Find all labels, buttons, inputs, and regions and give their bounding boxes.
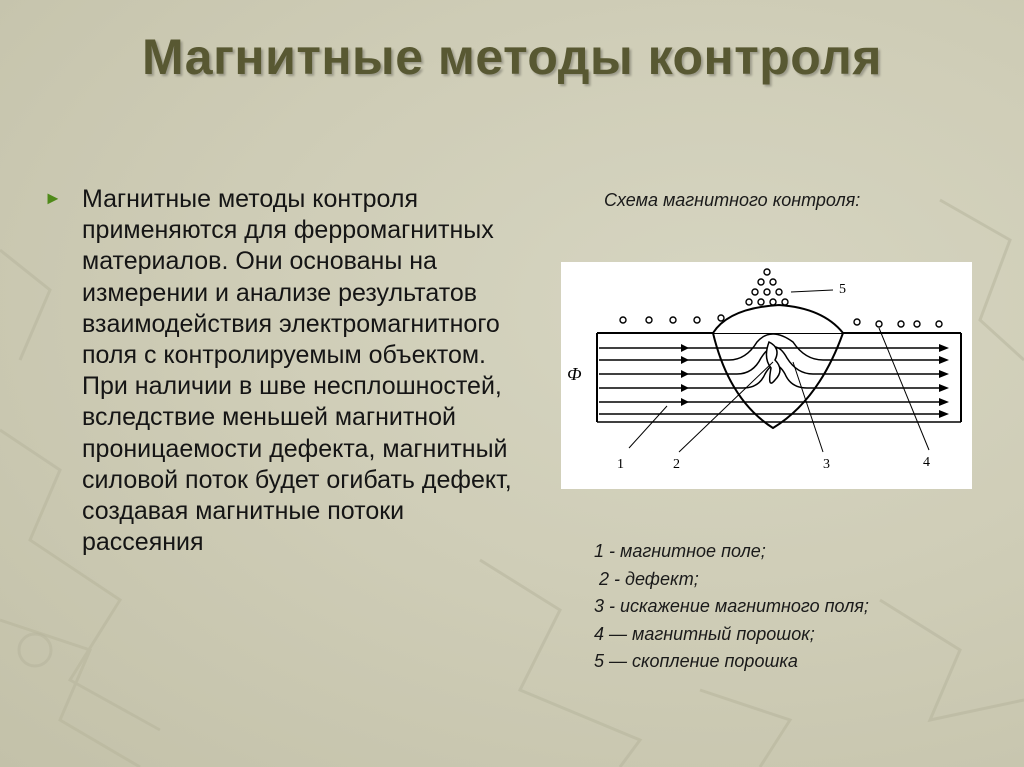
- legend-item-1: 1 - магнитное поле;: [594, 541, 766, 561]
- legend-item-4: 4 — магнитный порошок;: [594, 623, 815, 644]
- diagram-label-2: 2: [673, 457, 680, 472]
- diagram-label-1: 1: [617, 457, 624, 472]
- legend-item-5: 5 — скопление порошка: [594, 651, 798, 671]
- legend-item-2: 2 - дефект;: [594, 568, 699, 589]
- weld-reinforcement: [713, 305, 843, 333]
- bullet-item: [44, 184, 514, 558]
- slide-title: Магнитные методы контроля: [142, 29, 882, 85]
- diagram-svg: [561, 262, 972, 489]
- diagram-label-4: 4: [923, 455, 930, 470]
- diagram-label-3: 3: [823, 457, 830, 472]
- diagram-label-5: 5: [839, 282, 846, 297]
- magnetic-control-diagram: [561, 262, 972, 489]
- legend-item-3: 3 - искажение магнитного поля;: [594, 596, 869, 616]
- flux-phi-label: Ф: [567, 364, 582, 384]
- powder-accumulation: [746, 269, 788, 305]
- diagram-caption: Схема магнитного контроля:: [604, 190, 861, 210]
- bullet-arrow-icon: ►: [44, 188, 62, 208]
- bullet-text: Магнитные методы контроля применяются для ферромагнитных материалов. Они основаны на измерении и анализе результатов взаимодействия электромагнитного поля с контролируемым объектом. При наличии в шве несплошностей, вследствие меньшей магнитной проницаемости дефекта, магнитный силовой поток будет огибать дефект, создавая магнитные потоки рассеяния: [82, 185, 512, 557]
- diagram-legend: [594, 538, 869, 676]
- field-arrowheads: [681, 344, 949, 418]
